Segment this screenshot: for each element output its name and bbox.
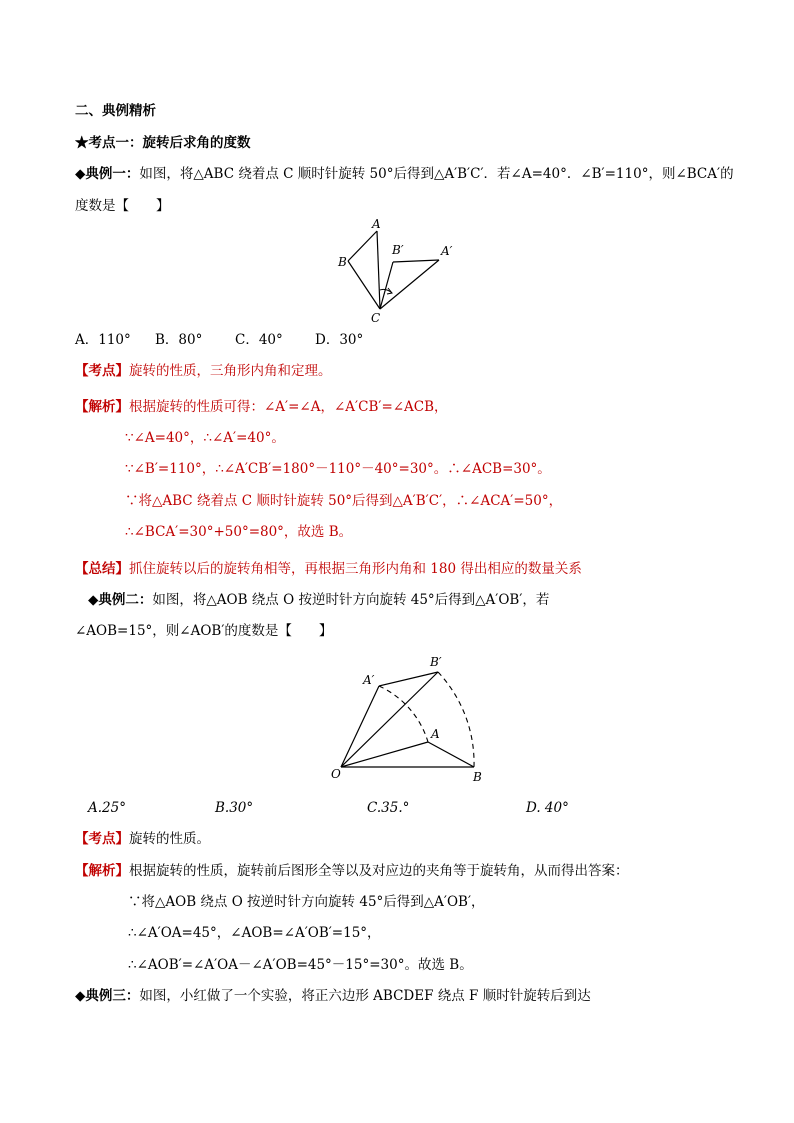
ex2-side-ab (428, 742, 474, 767)
ex2-jiexi (75, 862, 629, 880)
ex1-label-c: C (371, 311, 381, 325)
ex1-option-d: D．30° (315, 332, 364, 348)
ex2-option-d: D. 40° (526, 800, 569, 816)
ex1-kaodian (75, 362, 332, 380)
ex2-label-b: B (473, 770, 482, 784)
ex2-arc-a (379, 686, 428, 742)
ex1-side-bpc (380, 262, 393, 309)
ex1-kaodian-tag: 【考点】 (75, 363, 129, 379)
ex1-option-a: A．110° (75, 332, 131, 348)
ex2-figure (325, 650, 495, 785)
ex1-figure (330, 215, 470, 327)
ex2-label-bprime: B′ (430, 655, 442, 669)
ex2-stem-text: 如图，将△AOB 绕点 O 按逆时针方向旋转 45°后得到△A′OB′，若 (152, 592, 550, 608)
ex3-stem-line1 (75, 987, 591, 1005)
ex2-jiexi-line2: ∵将△AOB 绕点 O 按逆时针方向旋转 45°后得到△A′OB′， (128, 894, 485, 910)
ex2-stem-line2: ∠AOB=15°，则∠AOB′的度数是【 】 (75, 623, 333, 639)
ex2-label-a: A (431, 727, 440, 741)
ex1-option-c: C．40° (235, 332, 283, 348)
ex1-jiexi-tag: 【解析】 (75, 399, 129, 415)
ex2-kaodian (75, 830, 210, 848)
ex2-jiexi-line4: ∴∠AOB′=∠A′OA－∠A′OB=45°－15°=30°。故选 B。 (128, 957, 473, 973)
ex1-zongjie-text: 抓住旋转以后的旋转角相等，再根据三角形内角和 180 得出相应的数量关系 (129, 561, 582, 577)
ex1-jiexi (75, 398, 448, 416)
ex1-zongjie-tag: 【总结】 (75, 561, 129, 577)
ex2-jiexi-line1: 根据旋转的性质，旋转前后图形全等以及对应边的夹角等于旋转角，从而得出答案： (129, 863, 629, 879)
ex1-jiexi-line1: 根据旋转的性质可得：∠A′=∠A，∠A′CB′=∠ACB， (129, 399, 448, 415)
ex2-side-oaprime (341, 686, 379, 767)
ex1-jiexi-line2: ∵∠A=40°，∴∠A′=40°。 (125, 430, 285, 446)
ex2-kaodian-text: 旋转的性质。 (129, 831, 210, 847)
ex1-jiexi-line4: ∵将△ABC 绕着点 C 顺时针旋转 50°后得到△A′B′C′，∴∠ACA′=50°， (125, 493, 563, 509)
ex1-side-bc (348, 261, 380, 309)
ex2-option-b: B.30° (215, 800, 254, 816)
ex2-option-c: C.35.° (367, 800, 410, 816)
ex1-side-ac (377, 231, 380, 309)
ex1-side-apc (380, 260, 439, 309)
ex1-kaodian-text: 旋转的性质，三角形内角和定理。 (129, 363, 332, 379)
ex2-label-o: O (331, 767, 341, 781)
ex1-side-ab (348, 231, 377, 261)
ex2-label-aprime: A′ (363, 673, 375, 687)
ex1-jiexi-line3: ∵∠B′=110°，∴∠A′CB′=180°－110°－40°=30°。∴∠ACB=30°。 (125, 461, 551, 477)
ex2-label: ◆典例二： (88, 592, 153, 608)
ex1-side-bpap (393, 260, 439, 262)
ex1-label: ◆典例一： (75, 166, 140, 182)
ex1-option-b: B．80° (155, 332, 203, 348)
section-title: 二、典例精析 (75, 103, 156, 119)
ex2-jiexi-line3: ∴∠A′OA=45°，∠AOB=∠A′OB′=15°， (128, 925, 381, 941)
ex1-label-aprime: A′ (441, 244, 453, 258)
ex2-kaodian-tag: 【考点】 (75, 831, 129, 847)
ex2-side-aprimebprime (379, 672, 438, 686)
ex2-jiexi-tag: 【解析】 (75, 863, 129, 879)
ex2-stem-line1 (88, 591, 549, 609)
ex2-option-a: A.25° (88, 800, 126, 816)
ex1-label-a: A (372, 217, 381, 231)
ex1-jiexi-line5: ∴∠BCA′=30°+50°=80°，故选 B。 (125, 524, 353, 540)
ex1-stem-line2: 度数是【 】 (75, 198, 170, 214)
ex1-label-b: B (338, 255, 347, 269)
ex1-stem-line1 (75, 165, 734, 183)
ex1-zongjie (75, 560, 582, 578)
ex3-stem-text: 如图，小红做了一个实验，将正六边形 ABCDEF 绕点 F 顺时针旋转后到达 (139, 988, 591, 1004)
point1-title: ★考点一：旋转后求角的度数 (75, 135, 251, 151)
ex2-arc-b (438, 672, 474, 767)
ex1-stem-text: 如图，将△ABC 绕着点 C 顺时针旋转 50°后得到△A′B′C′．若∠A=40°．∠B′=110°，则∠BCA′的 (139, 166, 734, 182)
ex3-label: ◆典例三： (75, 988, 140, 1004)
ex1-label-bprime: B′ (392, 243, 404, 257)
